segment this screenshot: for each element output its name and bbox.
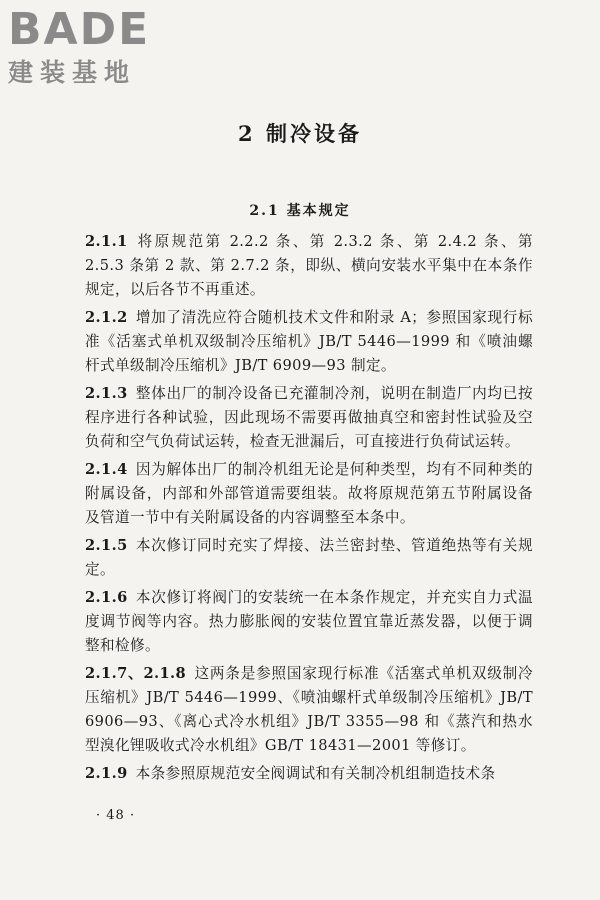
section-title: 2.1 基本规定 xyxy=(249,203,351,219)
clause-number: 2.1.5 xyxy=(85,537,128,554)
clause-text: 整体出厂的制冷设备已充灌制冷剂，说明在制造厂内均已按程序进行各种试验，因此现场不需要再做抽真空和密封性试验及空负荷和空气负荷试运转，检查无泄漏后，可直接进行负荷试运转。 xyxy=(85,385,533,450)
clause-text: 将原规范第 2.2.2 条、第 2.3.2 条、第 2.4.2 条、第 2.5.3 条第 2 款、第 2.7.2 条，即纵、横向安装水平集中在本条作规定，以后各节不再重述。 xyxy=(85,233,533,298)
logo-wordmark: BADE xyxy=(8,4,151,55)
chapter-title: 2 制冷设备 xyxy=(238,121,362,146)
clause-text: 增加了清洗应符合随机技术文件和附录 A；参照国家现行标准《活塞式单机双级制冷压缩机》JB/T 5446—1999 和《喷油螺杆式单级制冷压缩机》JB/T 6909—93 制定。 xyxy=(85,309,533,374)
clause-number: 2.1.3 xyxy=(85,385,128,402)
clause-2-1-7-8 xyxy=(85,662,533,758)
page-number: · 48 · xyxy=(96,808,136,823)
clause-2-1-3 xyxy=(85,382,533,454)
clause-text: 因为解体出厂的制冷机组无论是何种类型，均有不同种类的附属设备，内部和外部管道需要组装。故将原规范第五节附属设备及管道一节中有关附属设备的内容调整至本条中。 xyxy=(85,461,533,526)
clause-text: 本次修订将阀门的安装统一在本条作规定，并充实自力式温度调节阀等内容。热力膨胀阀的安装位置宜靠近蒸发器，以便于调整和检修。 xyxy=(85,589,533,654)
clause-2-1-1 xyxy=(85,230,533,302)
clause-text: 本次修订同时充实了焊接、法兰密封垫、管道绝热等有关规定。 xyxy=(85,537,533,578)
clause-2-1-5 xyxy=(85,534,533,582)
clause-number: 2.1.7、2.1.8 xyxy=(85,665,187,682)
clause-number: 2.1.1 xyxy=(85,233,128,250)
clause-number: 2.1.4 xyxy=(85,461,128,478)
clause-number: 2.1.9 xyxy=(85,765,128,782)
bade-logo xyxy=(8,4,178,99)
clause-2-1-4 xyxy=(85,458,533,530)
clause-2-1-6 xyxy=(85,586,533,658)
clause-number: 2.1.2 xyxy=(85,309,128,326)
clause-2-1-2 xyxy=(85,306,533,378)
clause-text: 本条参照原规范安全阀调试和有关制冷机组制造技术条 xyxy=(135,765,496,782)
clause-2-1-9 xyxy=(85,762,533,786)
clause-text: 这两条是参照国家现行标准《活塞式单机双级制冷压缩机》JB/T 5446—1999、《喷油螺杆式单级制冷压缩机》JB/T 6906—93、《离心式冷水机组》JB/T 3355—98 和《蒸汽和热水型溴化锂吸收式冷水机组》GB/T 18431—2001 等修订。 xyxy=(85,665,533,754)
logo-subtitle: 建装基地 xyxy=(8,58,137,87)
clause-number: 2.1.6 xyxy=(85,589,128,606)
document-body xyxy=(85,230,533,790)
